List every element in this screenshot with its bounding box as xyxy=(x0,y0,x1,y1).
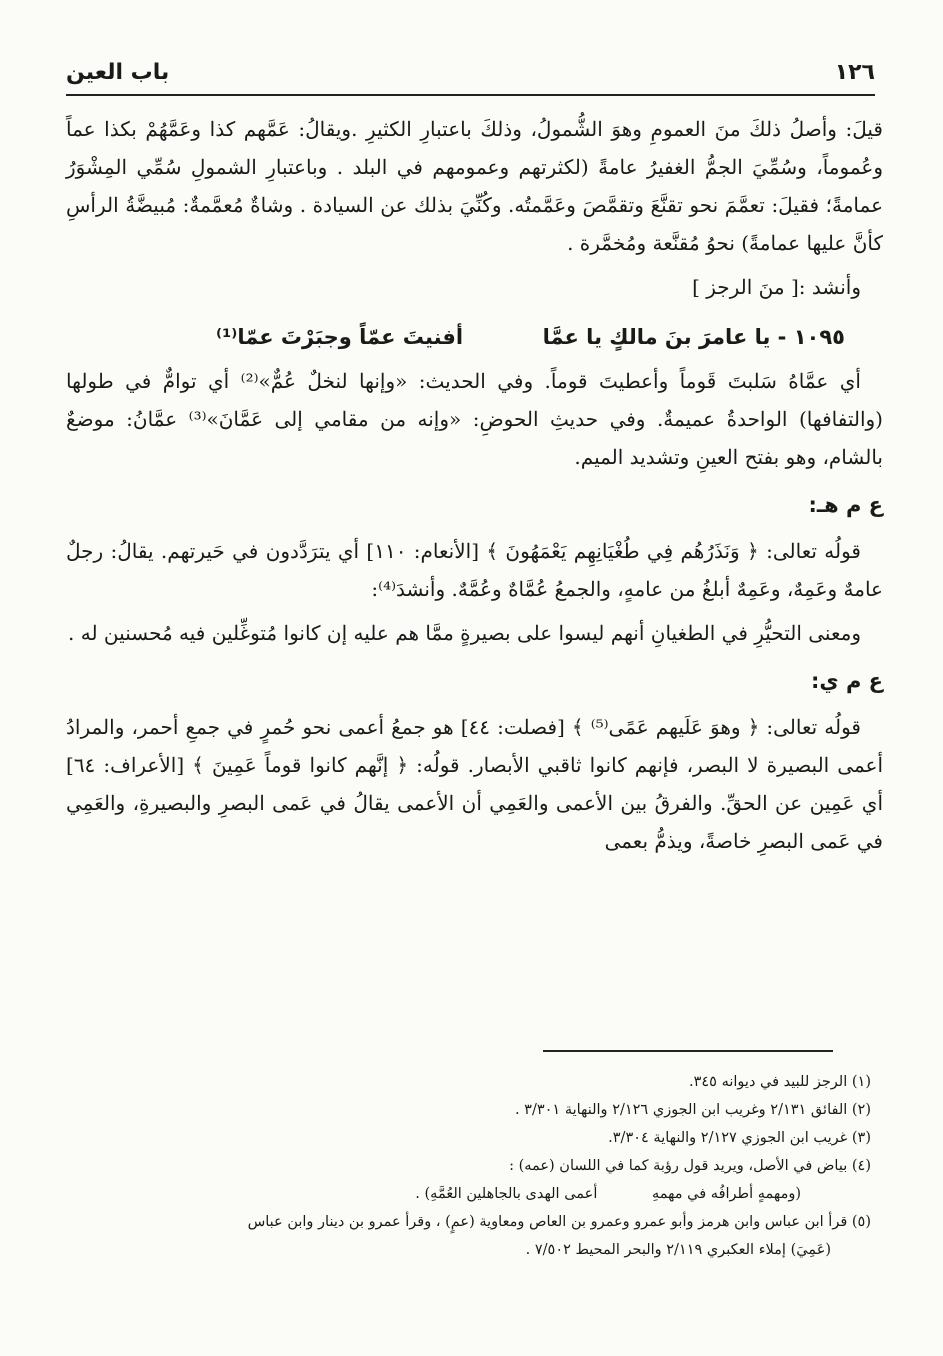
chapter-title: باب العين xyxy=(66,60,170,85)
footnote-3: (٣) غريب ابن الجوزي ٢/١٢٧ والنهاية ٣/٣٠٤. xyxy=(608,1130,871,1146)
footnote-1: (١) الرجز للبيد في ديوانه ٣٤٥. xyxy=(689,1074,871,1090)
paragraph-intro: قيلَ: وأصلُ ذلكَ منَ العمومِ وهوَ الشُّمولُ، وذلكَ باعتبارِ الكثيرِ .ويقالُ: عَمَّهم كذا وعَمَّهُمْ بكذا عماً وعُموماً، وسُمِّيَ الجمُّ الغفيرُ عامةً (لكثرتهم وعمومهم في البلد . وباعتبارِ الشمولِ سُمِّي المِشْوَرُ عمامةً؛ فقيلَ: تعمَّمَ نحو تقنَّعَ وتقمَّصَ وعَمَّمتُه. وكُنِّيَ بذلك عن السيادة . وشاةٌ مُعمَّمةٌ: مُبيضَّةُ الرأسِ كأنَّ عليها عمامةً) نحوُ مُقنَّعة ومُخمَّرة . xyxy=(66,117,883,255)
entry-heading-ayn-mim-ya: ع م ي: xyxy=(810,669,883,693)
footnote-divider xyxy=(543,1050,833,1052)
paragraph-tahayyur: ومعنى التحيُّرِ في الطغيانِ أنهم ليسوا على بصيرةٍ ممَّا هم عليه إن كانوا مُتوغِّلين فيه مُحسنين له . xyxy=(68,621,861,645)
main-text xyxy=(66,110,883,866)
footnote-4-verse-a: (ومهمهٍ أطرافُه في مهمهِ xyxy=(651,1186,801,1202)
footnote-5-continued: (عَمِيَ) إملاء العكبري ٢/١١٩ والبحر المحيط ٧/٥٠٢ . xyxy=(525,1242,831,1258)
page-header xyxy=(66,58,875,96)
footnote-4: (٤) بياض في الأصل، ويريد قول رؤبة كما في اللسان (عمه) : xyxy=(509,1158,871,1174)
page-number: ١٢٦ xyxy=(834,60,875,85)
paragraph-hadith: أي عمَّاهُ سَلبتَ قَوماً وأعطيتَ قوماً. وفي الحديث: «وإنها لنخلٌ عُمٌّ»⁽²⁾ أي توامٌّ في طولها (والتفافها) الواحدةُ عميمةٌ. وفي حديثِ الحوضِ: «وإنه من مقامي إلى عَمَّانَ»⁽³⁾ عمَّانُ: موضعٌ بالشام، وهو بفتح العينِ وتشديد الميم. xyxy=(66,369,883,469)
verse-second-hemistich: أفنيتَ عمّاً وجبَرْتَ عمّا⁽¹⁾ xyxy=(216,325,464,349)
footnotes xyxy=(66,1068,871,1264)
paragraph-ama: قولُه تعالى: ﴿ وهوَ عَلَيهم عَمًى⁽⁵⁾ ﴾ [فصلت: ٤٤] هو جمعُ أعمى نحو حُمرٍ في جمعِ أحمر، والمرادُ أعمى البصيرة لا البصر، فإنهم كانوا ثاقبي الأبصار. قولُه: ﴿ إنَّهم كانوا قوماً عَمِينَ ﴾ [الأعراف: ٦٤] أي عَمِين عن الحقِّ. والفرقُ بين الأعمى والعَمِي أن الأعمى يقالُ في عَمى البصرِ والبصيرةِ، والعَمِي في عَمى البصرِ خاصةً، ويذمُّ بعمى xyxy=(66,715,883,853)
paragraph-amh: قولُه تعالى: ﴿ وَنَذَرُهُم فِي طُغْيَانِهِم يَعْمَهُونَ ﴾ [الأنعام: ١١٠] أي يترَدَّدون في حَيرتهم. يقالُ: رجلٌ عامهٌ وعَمِهٌ، وعَمِهٌ أبلغُ من عامهٍ، والجمعُ عُمَّاهٌ وعُمَّهٌ. وأنشدَ⁽⁴⁾: xyxy=(66,539,883,601)
verse-first-hemistich: ١٠٩٥ - يا عامرَ بنَ مالكٍ يا عمَّا xyxy=(542,325,845,349)
paragraph-meter: وأنشد :[ منَ الرجز ] xyxy=(692,275,861,299)
footnote-4-verse xyxy=(66,1180,871,1208)
entry-heading-ayn-mim-ha: ع م هـ: xyxy=(808,493,883,517)
footnote-5: (٥) قرأ ابن عباس وابن هرمز وأبو عمرو وعمرو بن العاص ومعاوية (عمٍ) ، وقرأ عمرو بن دينار وابن عباس xyxy=(247,1214,871,1230)
footnote-2: (٢) الفائق ٢/١٣١ وغريب ابن الجوزي ٢/١٢٦ والنهاية ٣/٣٠١ . xyxy=(514,1102,871,1118)
footnote-4-verse-b: أعمى الهدى بالجاهلين العُمَّهِ) . xyxy=(415,1186,598,1202)
verse-1095 xyxy=(66,312,883,356)
